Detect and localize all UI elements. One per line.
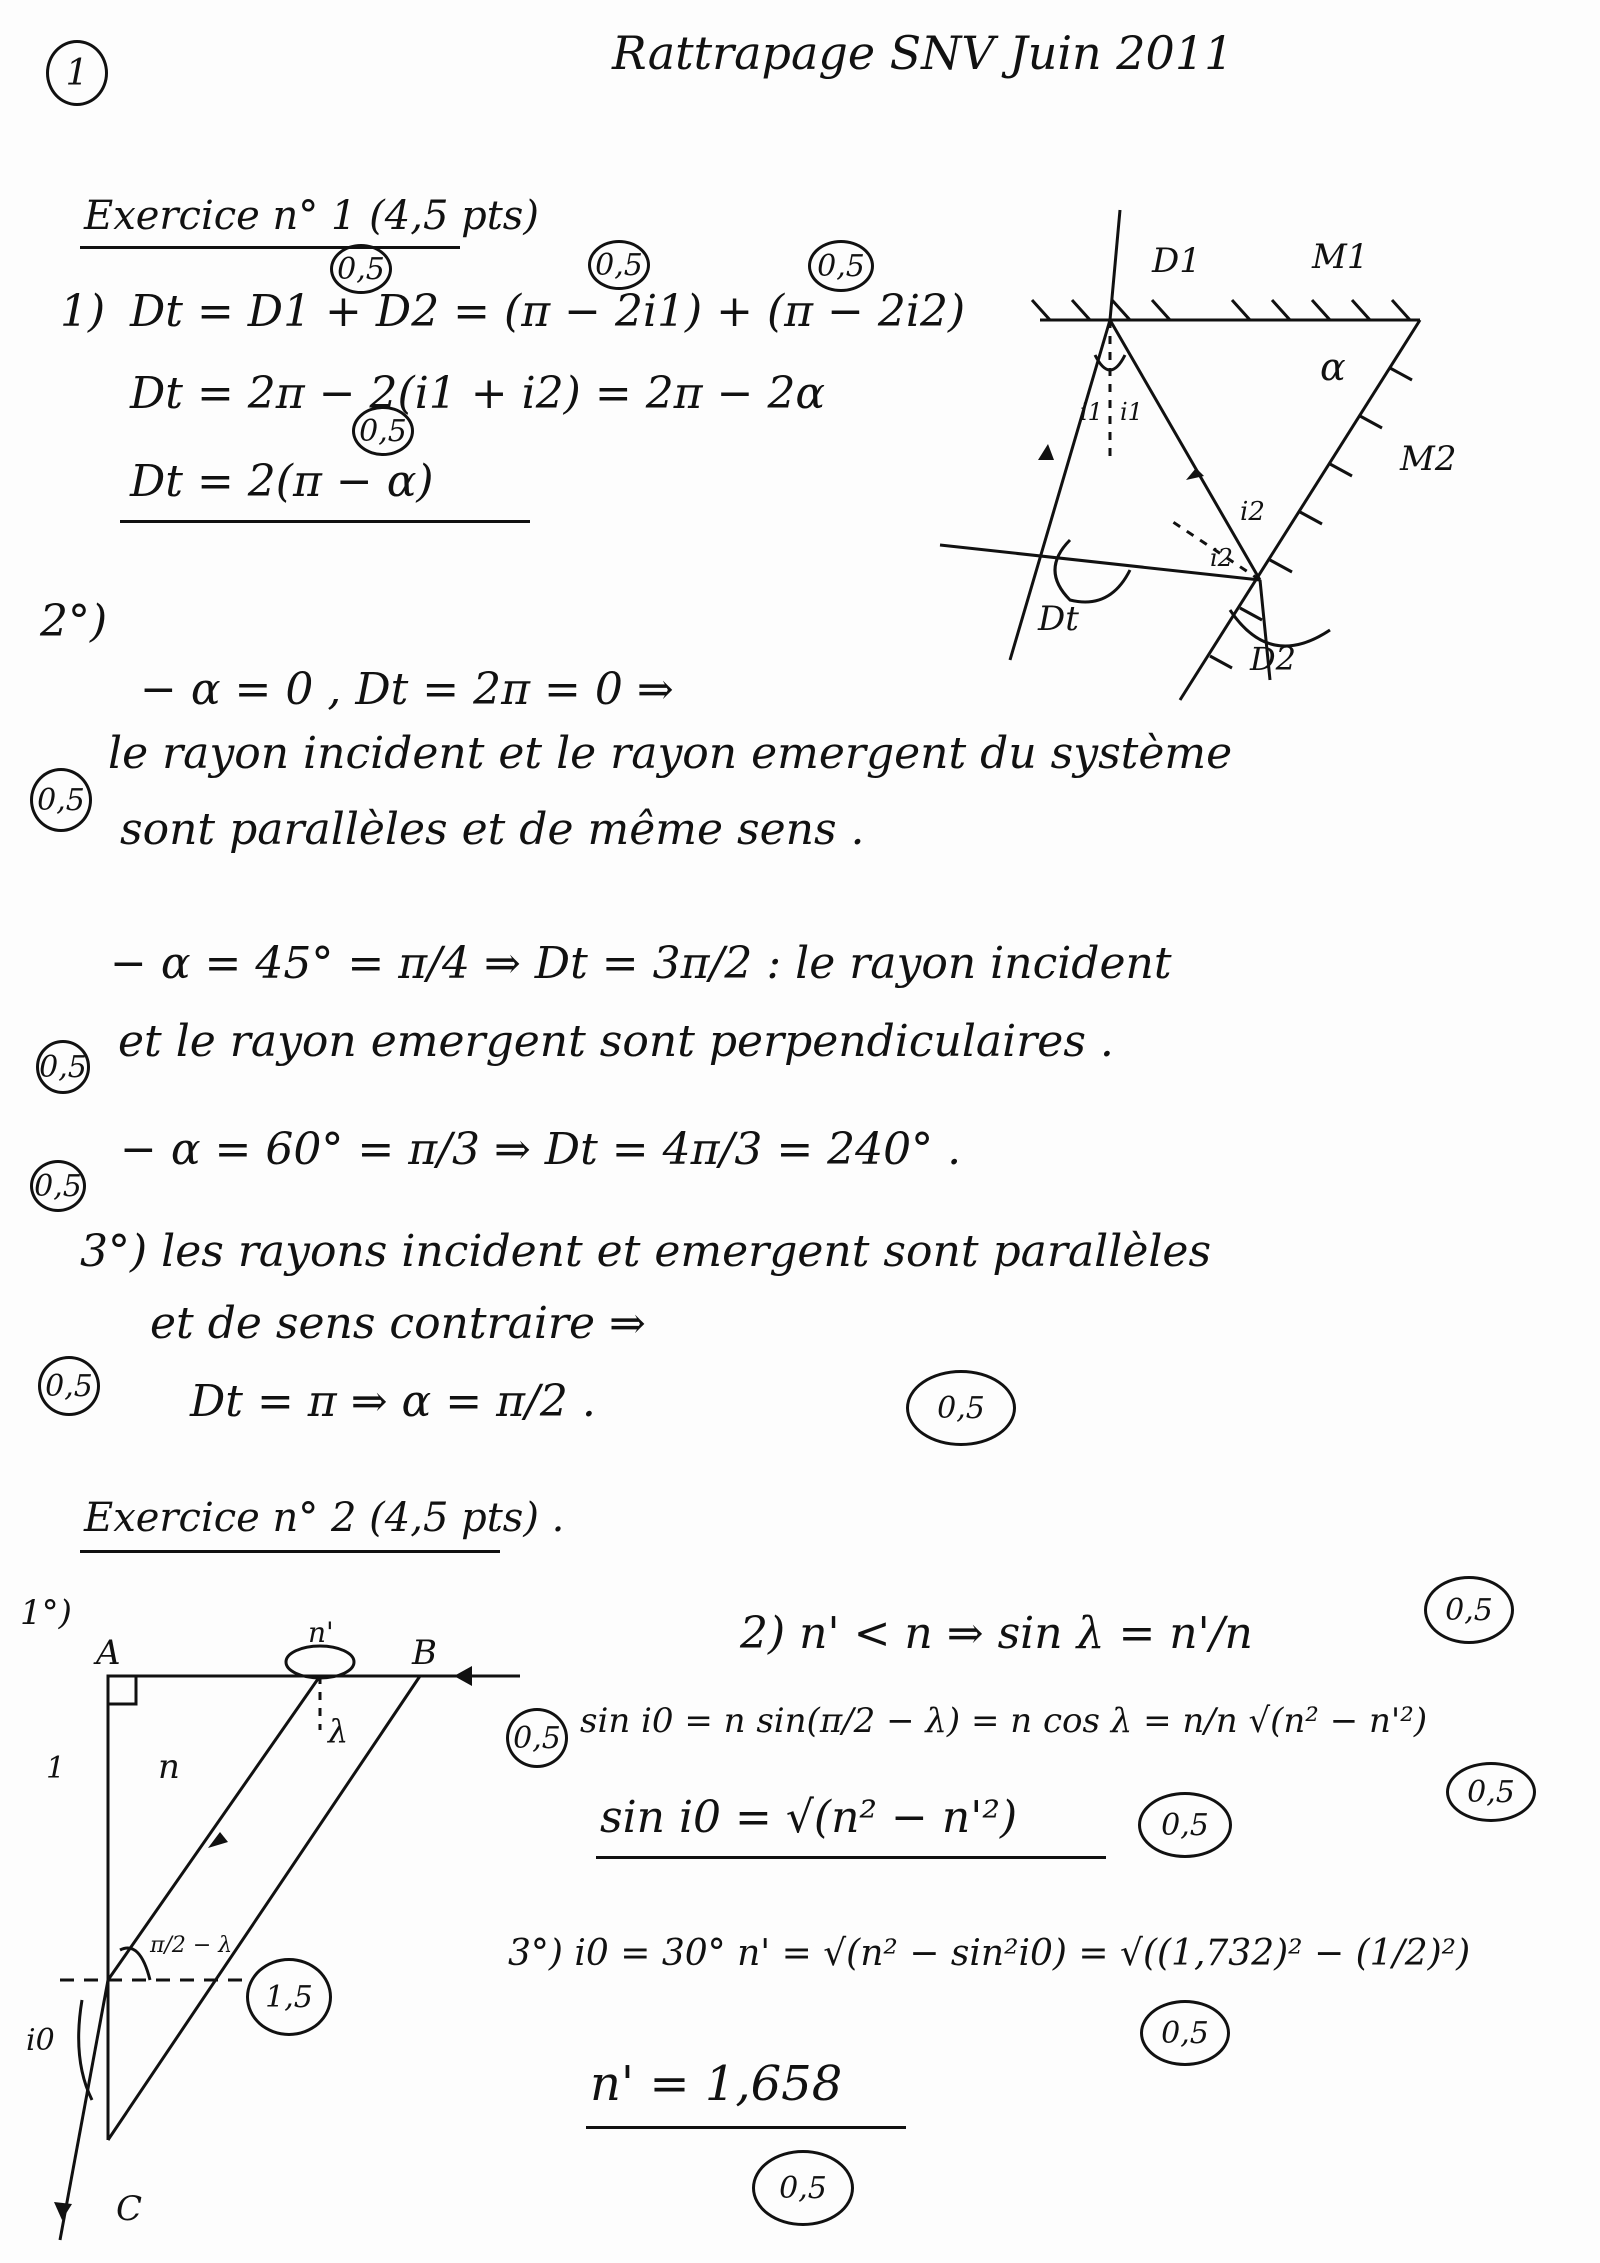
ex1-mirror-diagram: [920, 180, 1500, 720]
fig-label-n: n: [158, 1747, 180, 1787]
exercise1-heading: Exercice n° 1 (4,5 pts): [84, 193, 539, 239]
mark-badge: 0,5: [30, 768, 92, 832]
ex1-q1-line2: Dt = 2π − 2(i1 + i2) = 2π − 2α: [130, 368, 826, 419]
ex2-q2-line3: sin i0 = √(n² − n'²): [600, 1792, 1018, 1843]
mark-badge: 0,5: [36, 1040, 90, 1094]
fig-label-i0: i0: [26, 2023, 55, 2058]
fig-point-a: A: [96, 1633, 121, 1673]
ex1-q2-case-a-text2: sont parallèles et de même sens .: [120, 804, 865, 855]
ex2-q3-line1: 3°) i0 = 30° n' = √(n² − sin²i0) = √((1,732)² − (1/2)²): [508, 1933, 1471, 1974]
ex2-q3-result-underline: [586, 2126, 906, 2129]
ex1-q3-line3: Dt = π ⇒ α = π/2 .: [190, 1376, 596, 1427]
ex1-q1-number: 1): [60, 286, 106, 337]
fig-label-n-prime: n': [308, 1616, 334, 1649]
mark-badge: 0,5: [1424, 1576, 1514, 1644]
fig-label-i2: i2: [1240, 497, 1265, 527]
ex1-q2-case-c-eq: − α = 60° = π/3 ⇒ Dt = 4π/3 = 240° .: [120, 1124, 962, 1175]
mark-badge: 0,5: [588, 240, 650, 290]
fig-label-alpha: α: [1320, 345, 1346, 389]
ex1-q3-line1: 3°) les rayons incident et emergent sont parallèles: [80, 1226, 1212, 1277]
fig-point-b: B: [412, 1633, 437, 1673]
mark-badge: 0,5: [506, 1708, 568, 1768]
ex2-q1-number: 1°): [20, 1593, 72, 1633]
fig-label-one: 1: [46, 1751, 66, 1786]
fig-label-m2: M2: [1400, 439, 1457, 479]
mark-badge: 1,5: [246, 1958, 332, 2036]
ex1-q1-result-underline: [120, 520, 530, 523]
ex1-q1-line3: Dt = 2(π − α): [130, 456, 434, 507]
ex1-q2-number: 2°): [40, 596, 108, 647]
ex1-q2-case-a-eq: − α = 0 , Dt = 2π = 0 ⇒: [140, 664, 674, 715]
fig-point-c: C: [116, 2189, 143, 2229]
mark-badge: 0,5: [330, 244, 392, 294]
mark-badge: 0,5: [1140, 2000, 1230, 2066]
mark-badge: 0,5: [752, 2150, 854, 2226]
mark-badge: 0,5: [1446, 1762, 1536, 1822]
ex1-q3-line2: et de sens contraire ⇒: [150, 1298, 646, 1349]
ex2-q2-line2: sin i0 = n sin(π/2 − λ) = n cos λ = n/n √(n² − n'²): [580, 1701, 1428, 1741]
exercise2-heading: Exercice n° 2 (4,5 pts) .: [84, 1495, 565, 1541]
mark-badge: 0,5: [906, 1370, 1016, 1446]
page-number: 1: [65, 52, 89, 94]
fig-label-m1: M1: [1312, 237, 1369, 277]
fig-label-i1: i1: [1080, 398, 1103, 426]
ex1-q2-case-a-text1: le rayon incident et le rayon emergent du système: [108, 728, 1233, 779]
fig-label-i2b: i2: [1210, 544, 1233, 572]
mark-badge: 0,5: [808, 240, 874, 292]
fig-label-lambda: λ: [328, 1712, 349, 1750]
ex2-light-guide-diagram: [20, 1616, 540, 2260]
ex2-q2-line1: 2) n' < n ⇒ sin λ = n'/n: [740, 1608, 1253, 1659]
fig-label-d2: D2: [1250, 640, 1297, 678]
fig-label-angle: π/2 − λ: [150, 1933, 233, 1958]
fig-label-dt: Dt: [1038, 599, 1079, 639]
mark-badge: 0,5: [1138, 1792, 1232, 1858]
exercise1-heading-underline: [80, 246, 460, 249]
mark-badge: 0,5: [352, 406, 414, 456]
exercise2-heading-underline: [80, 1550, 500, 1553]
ex2-q3-result: n' = 1,658: [590, 2056, 843, 2112]
ex1-q2-case-b-text: et le rayon emergent sont perpendiculaires .: [118, 1016, 1114, 1067]
ex2-q2-result-underline: [596, 1856, 1106, 1859]
mark-badge: 0,5: [38, 1356, 100, 1416]
fig-label-i1b: i1: [1120, 398, 1143, 426]
page-title: Rattrapage SNV Juin 2011: [612, 26, 1234, 80]
ex1-q2-case-b-eq: − α = 45° = π/4 ⇒ Dt = 3π/2 : le rayon incident: [110, 938, 1172, 989]
ex1-q1-line1: Dt = D1 + D2 = (π − 2i1) + (π − 2i2): [130, 286, 966, 337]
mark-badge: 0,5: [30, 1160, 86, 1212]
fig-label-d1: D1: [1152, 241, 1201, 281]
page-number-badge: [46, 40, 108, 106]
